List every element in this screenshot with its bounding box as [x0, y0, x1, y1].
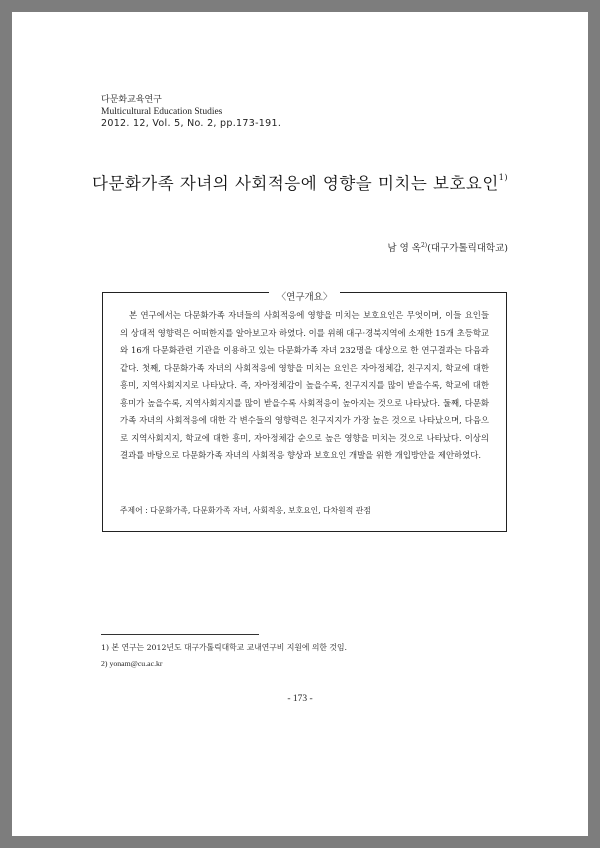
paper-page [12, 12, 588, 836]
author-affiliation: (대구가톨릭대학교) [427, 243, 508, 254]
author-footnote-mark: 2) [420, 241, 428, 249]
paper-title [12, 170, 588, 194]
abstract-label [103, 285, 506, 304]
footnote-divider [101, 634, 259, 635]
journal-name-korean: 다문화교육연구 [101, 95, 162, 105]
abstract-label-text: 〈연구개요〉 [269, 292, 341, 303]
author-name: 남 영 옥 [387, 243, 421, 254]
journal-issue: 2012. 12, Vol. 5, No. 2, pp.173-191. [101, 118, 282, 129]
footnotes [101, 640, 347, 672]
abstract-text: 본 연구에서는 다문화가족 자녀들의 사회적응에 영향을 미치는 보호요인은 무엇이며, 이들 요인들의 상대적 영향력은 어떠한지를 알아보고자 하였다. 이를 위해 대구·경북지역에 소재한 15개 초등학교와 16개 다문화관련 기관을 이용하고 있는 다문화가족 자녀 232명을 대상으로 한 연구결과는 다음과 같다. 첫째, 다문화가족 자녀의 사회적응에 영향을 미치는 요인은 자아정체감, 친구지지, 학교에 대한 흥미, 지역사회지지로 나타났다. 즉, 자아정체감이 높을수록, 친구지지를 많이 받을수록, 학교에 대한 흥미가 높을수록, 지역사회지지를 많이 받을수록 사회적응이 높아지는 것으로 나타났다. 둘째, 다문화가족 자녀의 사회적응에 대한 각 변수들의 영향력은 친구지지가 가장 높은 것으로 나타났으며, 다음으로 지역사회지지, 학교에 대한 흥미, 자아정체감 순으로 높은 영향을 미치는 것으로 나타났다. 이상의 결과를 바탕으로 다문화가족 자녀의 사회적응 향상과 보호요인 개발을 위한 개입방안을 제안하였다. [120, 310, 489, 460]
keywords: 주제어 : 다문화가족, 다문화가족 자녀, 사회적응, 보호요인, 다차원적 관점 [120, 506, 371, 515]
title-footnote-mark: 1) [498, 173, 509, 182]
author-line [387, 240, 508, 254]
abstract-box [102, 292, 507, 532]
journal-name-english: Multicultural Education Studies [101, 107, 223, 117]
footnote-1: 1) 본 연구는 2012년도 대구가톨릭대학교 교내연구비 지원에 의한 것임. [101, 643, 347, 652]
journal-header [101, 94, 281, 130]
paper-title-text: 다문화가족 자녀의 사회적응에 영향을 미치는 보호요인 [91, 174, 499, 193]
page-number: - 173 - [287, 694, 313, 704]
footnote-2: 2) yonam@cu.ac.kr [101, 659, 163, 668]
